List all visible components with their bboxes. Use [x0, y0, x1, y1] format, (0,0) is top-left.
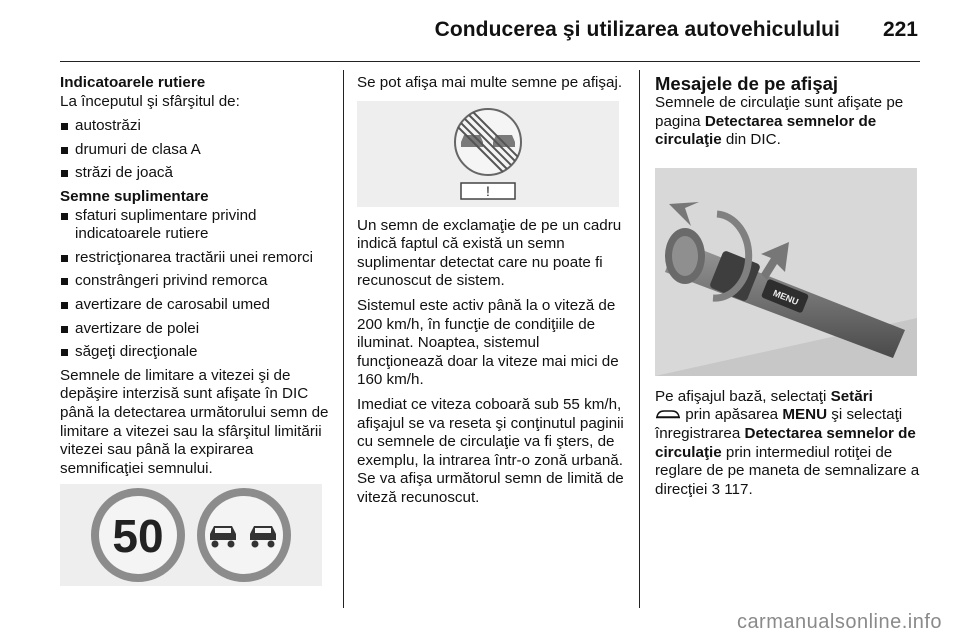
figure-turn-signal-lever [655, 168, 917, 376]
column-divider-2 [639, 70, 640, 608]
heading-additional-signs: Semne suplimentare [60, 187, 209, 205]
end-of-no-overtaking-sign-icon [455, 109, 521, 175]
reset-paragraph: Imediat ce viteza coboară sub 55 km/h, afişajul se va reseta şi conţinutul paginii cu semnele de circulaţie va fi şters, de exemplu, la intrarea într-o zonă urbană. Se va afişa următorul semn de limită de viteză recunoscut. [357, 395, 624, 506]
exclamation-paragraph: Un semn de exclamaţie de pe un cadru indică faptul că există un semn suplimentar detectat care nu poate fi recunoscut de sistem. [357, 216, 622, 290]
no-overtaking-sign-icon [198, 489, 290, 581]
menu-button-label: MENU [771, 287, 800, 307]
list-item: săgeţi direcţionale [60, 343, 332, 362]
column-divider-1 [343, 70, 344, 608]
section-title: Mesajele de pe afişaj [655, 73, 839, 94]
list-item: autostrăzi [60, 117, 332, 136]
speed-limit-sign-icon [92, 489, 184, 581]
speed-limit-paragraph: Semnele de limitare a vitezei şi de depăşire interzisă sunt afişate în DIC până la detectarea următorului semn de limitare a vitezei sau la sfârşitul limitării vitezei sau până la expirarea semnificaţiei semnului. [60, 366, 329, 477]
list-item: drumuri de clasa A [60, 141, 332, 160]
car-settings-icon [655, 407, 681, 419]
column-1 [60, 74, 332, 586]
list-item: avertizare de polei [60, 320, 332, 339]
intro-text: Se pot afişa mai multe semne pe afişaj. [357, 74, 623, 91]
road-type-list [60, 117, 332, 183]
speed-limit-number: 50 [112, 510, 164, 563]
header-divider [60, 61, 920, 62]
intro-text: La începutul şi sfârşitul de: [60, 92, 240, 110]
list-item: avertizare de carosabil umed [60, 296, 332, 315]
watermark: carmanualsonline.info [736, 611, 942, 633]
column-2 [357, 74, 627, 514]
figure-speed-signs [60, 484, 322, 586]
page-header-title: Conducerea şi utilizarea autovehiculului [434, 18, 840, 41]
list-item: străzi de joacă [60, 164, 332, 183]
list-item: sfaturi suplimentare privind indicatoarele rutiere [60, 207, 332, 244]
additional-signs-list [60, 207, 332, 362]
exclamation-mark: ! [486, 182, 490, 199]
system-active-paragraph: Sistemul este activ până la o viteză de 200 km/h, în funcţie de condiţiile de iluminat. Noaptea, sistemul funcţionează doar la viteze mai mici de 160 km/h. [357, 296, 619, 389]
column-3 [655, 74, 927, 505]
figure-end-no-overtaking [357, 101, 619, 207]
display-messages-paragraph: Semnele de circulaţie sunt afişate pe pagina Detectarea semnelor de circulaţie din DIC. [655, 94, 904, 149]
page-number: 221 [882, 18, 918, 41]
list-item: constrângeri privind remorca [60, 272, 332, 291]
list-item: restricţionarea tractării unei remorci [60, 249, 332, 268]
heading-road-signs: Indicatoarele rutiere [60, 74, 206, 91]
settings-paragraph: Pe afişajul bază, selectaţi Setări prin apăsarea MENU şi selectaţi înregistrarea Detectarea semnelor de circulaţie prin intermediul rotiţei de reglare de pe maneta de semnalizare a direcţiei 3 117. [655, 387, 920, 498]
page-reference-icon: 3 [711, 480, 721, 498]
